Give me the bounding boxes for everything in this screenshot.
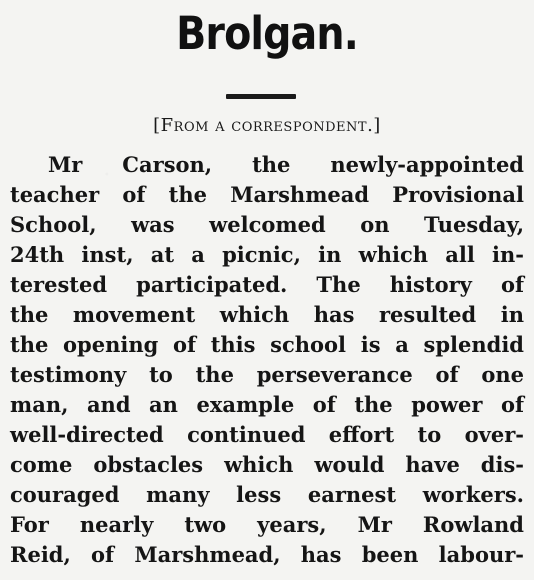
body-line: Reid, of Marshmead, has been labour-: [10, 542, 524, 567]
body-line: the movement which has resulted in: [10, 302, 524, 327]
body-line: terested participated. The history of: [10, 272, 524, 297]
body-line: testimony to the perseverance of one: [10, 362, 524, 387]
headline-divider: [226, 94, 296, 99]
body-line: come obstacles which would have dis-: [10, 452, 524, 477]
body-line: well-directed continued effort to over-: [10, 422, 524, 447]
body-line: the opening of this school is a splendid: [10, 332, 524, 357]
body-line: 24th inst, at a picnic, in which all in-: [10, 242, 524, 267]
body-line: For nearly two years, Mr Rowland: [10, 512, 524, 537]
body-line: couraged many less earnest workers.: [10, 482, 524, 507]
body-line: man, and an example of the power of: [10, 392, 524, 417]
body-line: School, was welcomed on Tuesday,: [10, 212, 524, 237]
article-headline: Brolgan.: [176, 7, 358, 60]
article-byline: [From a correspondent.]: [153, 115, 381, 136]
body-line: teacher of the Marshmead Provisional: [10, 182, 524, 207]
body-line: Mr Carson, the newly-appointed: [48, 152, 524, 177]
article-body: [10, 150, 524, 570]
